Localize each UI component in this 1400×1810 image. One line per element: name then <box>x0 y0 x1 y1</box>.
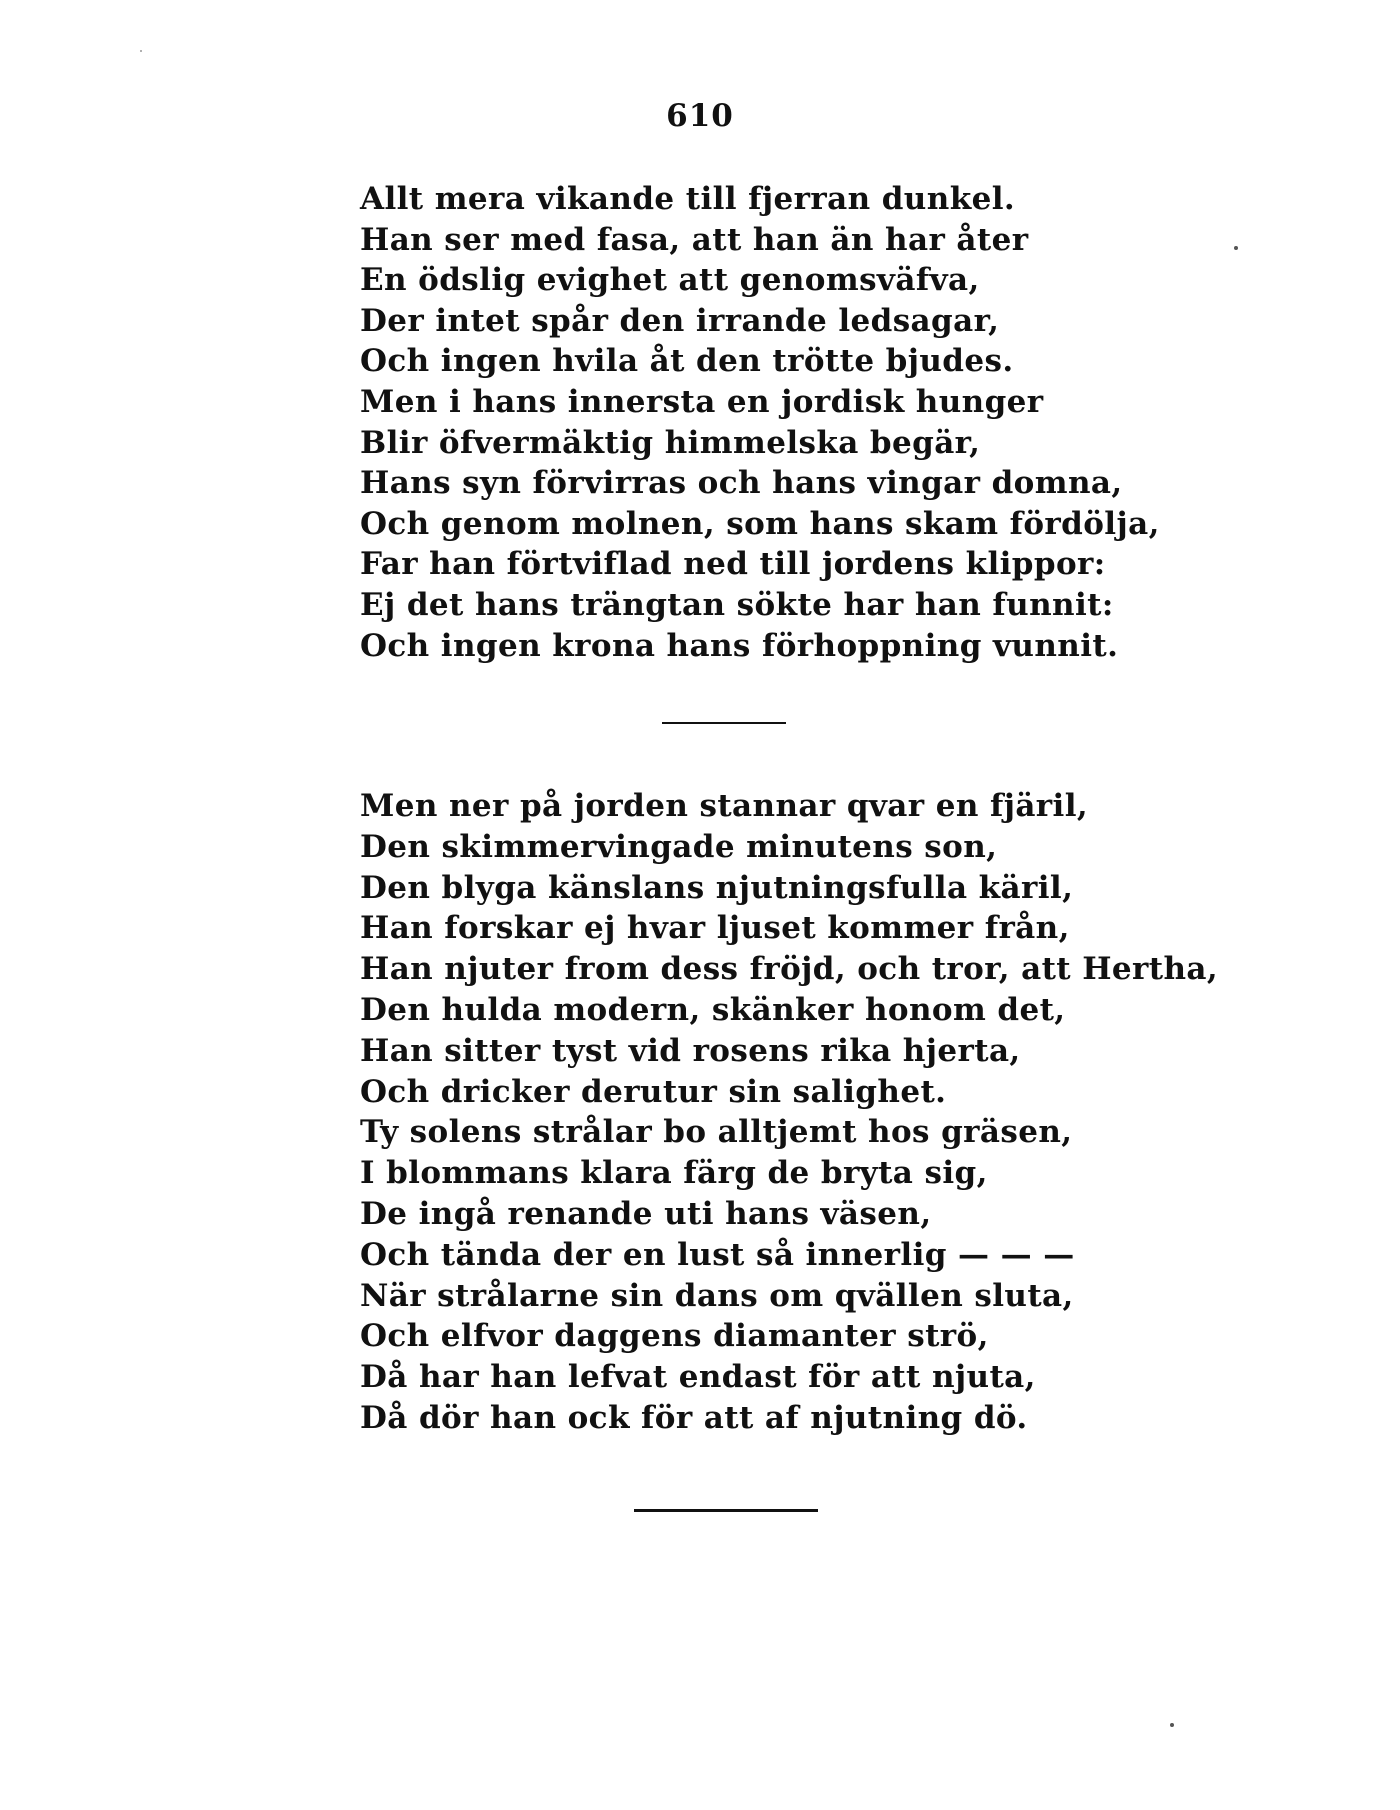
verse-line: Då har han lefvat endast för att njuta, <box>360 1359 1036 1396</box>
verse-line: Der intet spår den irrande ledsagar, <box>360 302 1000 339</box>
verse-line: Och genom molnen, som hans skam fördölja, <box>360 505 1160 542</box>
scan-speck <box>1234 246 1238 250</box>
verse-line: Men ner på jorden stannar qvar en fjäril, <box>360 788 1089 824</box>
verse-line: Han forskar ej hvar ljuset kommer från, <box>360 910 1070 947</box>
verse-line: Och ingen hvila åt den trötte bjudes. <box>360 343 1014 380</box>
stanza-2 <box>360 786 1219 1439</box>
verse-line: Och elfvor daggens diamanter strö, <box>360 1318 989 1355</box>
verse-line: Blir öfvermäktig himmelska begär, <box>360 424 981 461</box>
verse-line: Men i hans innersta en jordisk hunger <box>360 383 1044 420</box>
verse-line: Hans syn förvirras och hans vingar domna, <box>360 465 1123 502</box>
page-number: 610 <box>666 98 734 134</box>
verse-line: Och dricker derutur sin salighet. <box>360 1073 947 1110</box>
verse-line: Och ingen krona hans förhoppning vunnit. <box>360 627 1119 664</box>
verse-line: De ingå renande uti hans väsen, <box>360 1195 932 1232</box>
section-divider <box>662 722 786 724</box>
verse-line: En ödslig evighet att genomsväfva, <box>360 262 980 299</box>
verse-line: Han njuter from dess fröjd, och tror, att Hertha, <box>360 951 1219 988</box>
verse-line: Far han förtviflad ned till jordens klippor: <box>360 546 1106 583</box>
verse-line: Allt mera vikande till fjerran dunkel. <box>360 181 1016 217</box>
verse-line: Den hulda modern, skänker honom det, <box>360 991 1066 1028</box>
verse-line: Den blyga känslans njutningsfulla käril, <box>360 869 1074 906</box>
verse-line: Ty solens strålar bo alltjemt hos gräsen, <box>360 1114 1073 1151</box>
verse-line: Då dör han ock för att af njutning dö. <box>360 1399 1028 1436</box>
verse-line: Han sitter tyst vid rosens rika hjerta, <box>360 1032 1021 1069</box>
scan-speck <box>140 50 142 52</box>
verse-line: Den skimmervingade minutens son, <box>360 828 998 865</box>
verse-line: Han ser med fasa, att han än har åter <box>360 221 1029 258</box>
verse-line: Ej det hans trängtan sökte har han funnit: <box>360 586 1114 623</box>
scan-speck <box>1170 1723 1174 1727</box>
verse-line: När strålarne sin dans om qvällen sluta, <box>360 1277 1074 1314</box>
end-divider <box>634 1509 818 1512</box>
stanza-1 <box>360 179 1160 666</box>
verse-line: I blommans klara färg de bryta sig, <box>360 1155 988 1192</box>
verse-line: Och tända der en lust så innerlig — — — <box>360 1236 1075 1273</box>
